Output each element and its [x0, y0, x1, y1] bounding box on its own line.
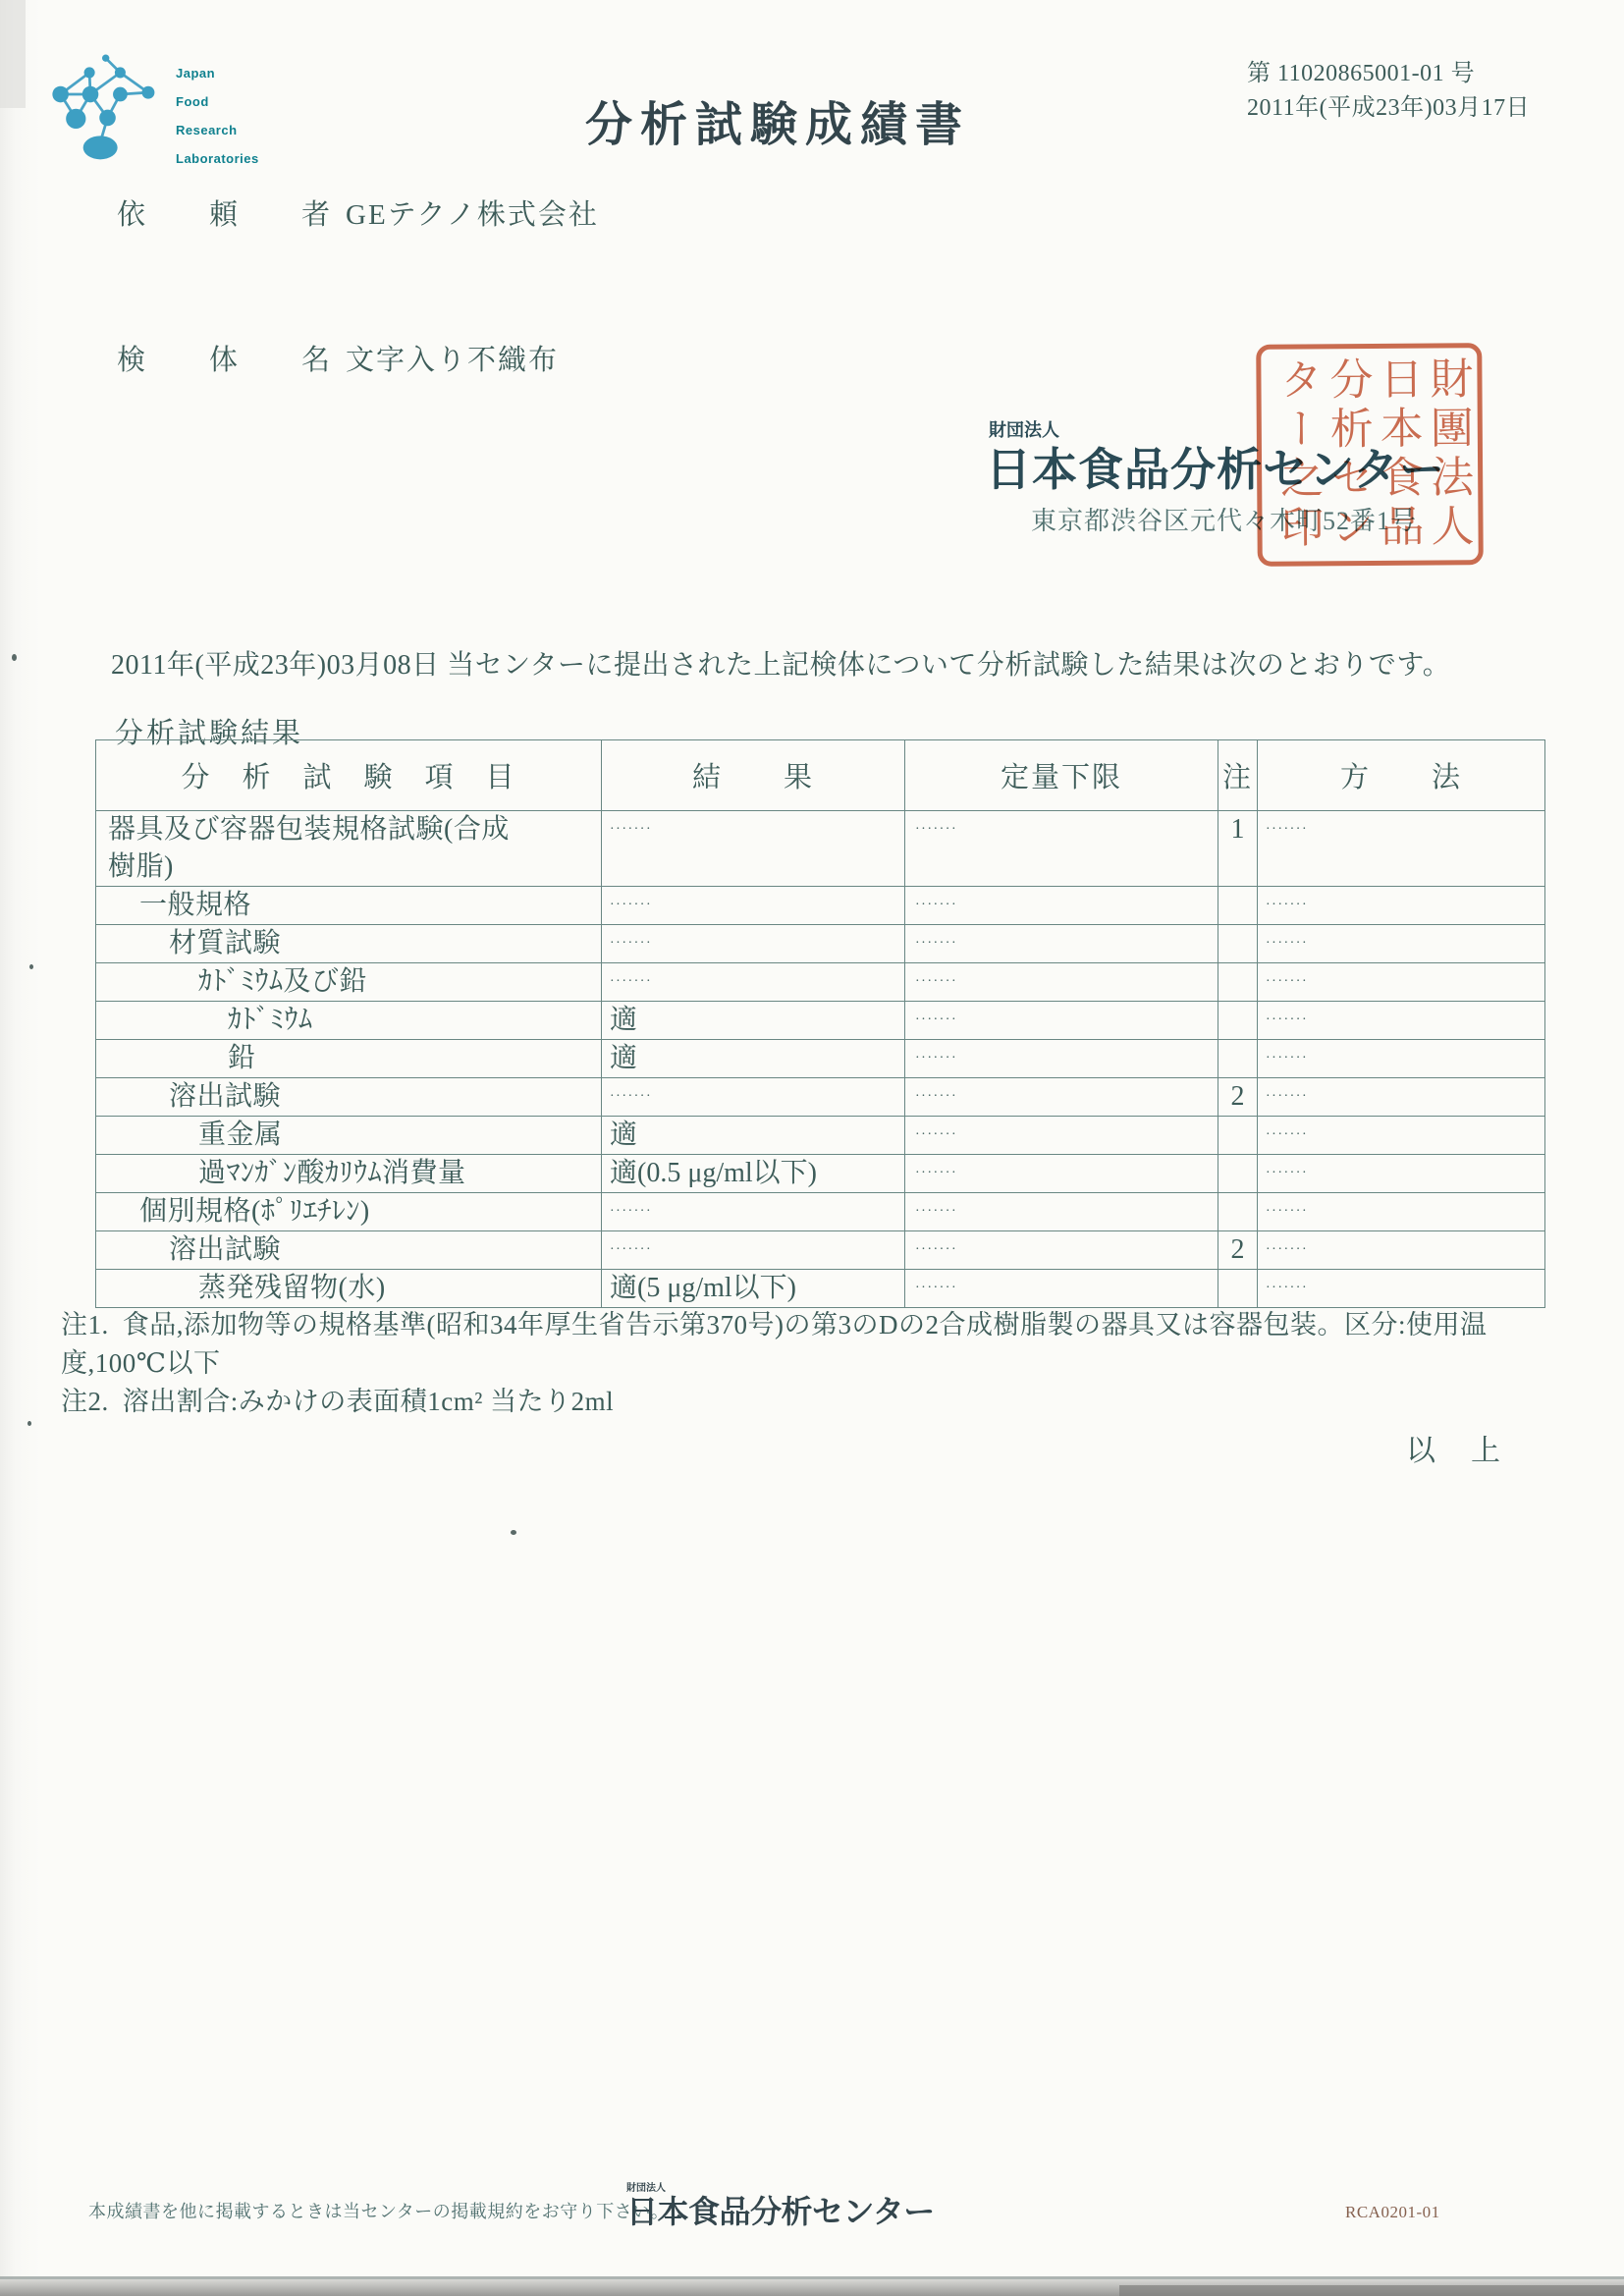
cell-result: 適: [602, 1040, 905, 1078]
footer-notice: 本成績書を他に掲載するときは当センターの掲載規約をお守り下さい。: [88, 2202, 670, 2221]
scan-corner-smudge: [0, 0, 26, 108]
scan-speck: [29, 964, 33, 969]
scan-speck: [511, 1530, 516, 1535]
footnotes: [61, 1306, 1534, 1421]
cell-test-item: 一般規格: [96, 887, 602, 925]
cell-method: ·······: [1258, 887, 1545, 925]
table-row: [96, 925, 1545, 963]
table-row: [96, 1040, 1545, 1078]
table-row: [96, 1270, 1545, 1308]
footer-org-logotype: [626, 2184, 935, 2227]
cell-limit: ·······: [905, 811, 1218, 887]
cell-limit: ·······: [905, 963, 1218, 1002]
intro-statement: 2011年(平成23年)03月08日 当センターに提出された上記検体について分析試験した結果は次のとおりです。: [111, 650, 1451, 681]
cell-method: ·······: [1258, 1270, 1545, 1308]
cell-note: 2: [1218, 1231, 1258, 1270]
footer-form-code: RCA0201-01: [1345, 2203, 1440, 2221]
cell-test-item: 蒸発残留物(水): [96, 1270, 602, 1308]
col-header-method: 方 法: [1258, 740, 1545, 811]
cell-test-item: 重金属: [96, 1117, 602, 1155]
cell-method: ·······: [1258, 1231, 1545, 1270]
cell-note: [1218, 963, 1258, 1002]
table-header-row: [96, 740, 1545, 811]
table-row: [96, 1155, 1545, 1193]
footnote-1-label: 注1.: [61, 1310, 109, 1339]
footnote-2: [61, 1383, 1534, 1421]
cell-test-item: 溶出試験: [96, 1078, 602, 1117]
cell-test-item: ｶﾄﾞﾐｳﾑ: [96, 1002, 602, 1040]
cell-result: ·······: [602, 1193, 905, 1231]
cell-limit: ·······: [905, 1155, 1218, 1193]
cell-method: ·······: [1258, 963, 1545, 1002]
cell-method: ·······: [1258, 1155, 1545, 1193]
cell-test-item: 材質試験: [96, 925, 602, 963]
cell-method: ·······: [1258, 811, 1545, 887]
cell-note: [1218, 1155, 1258, 1193]
cell-note: [1218, 1040, 1258, 1078]
col-header-quantitation-limit: 定量下限: [905, 740, 1218, 811]
cell-note: [1218, 925, 1258, 963]
cell-method: ·······: [1258, 1193, 1545, 1231]
sample-name-value: 文字入り不織布: [346, 345, 560, 376]
cell-method: ·······: [1258, 925, 1545, 963]
document-number: 第 11020865001-01 号: [1247, 61, 1476, 86]
cell-result: ·······: [602, 925, 905, 963]
table-row: [96, 887, 1545, 925]
cell-note: 1: [1218, 811, 1258, 887]
cell-limit: ·······: [905, 1078, 1218, 1117]
table-row: [96, 1078, 1545, 1117]
scan-speck: [12, 654, 17, 661]
footnote-2-text: 溶出割合:みかけの表面積1cm² 当たり2ml: [122, 1387, 615, 1416]
cell-limit: ·······: [905, 925, 1218, 963]
cell-note: [1218, 1193, 1258, 1231]
cell-result: ·······: [602, 963, 905, 1002]
cell-note: 2: [1218, 1078, 1258, 1117]
requester-label: 依 頼 者: [117, 199, 349, 231]
cell-note: [1218, 887, 1258, 925]
org-address: 東京都渋谷区元代々木町52番1号: [1031, 507, 1418, 535]
logo-word: Food: [176, 94, 209, 109]
cell-limit: ·······: [905, 1002, 1218, 1040]
cell-note: [1218, 1117, 1258, 1155]
org-name-logotype: 日本食品分析センター: [986, 444, 1446, 495]
closing-statement: 以 上: [1406, 1435, 1503, 1467]
cell-method: ·······: [1258, 1117, 1545, 1155]
logo-word: Research: [176, 123, 238, 137]
official-seal-stamp: 財團法人 日本食品 分析セン ター之印: [1256, 343, 1484, 567]
cell-test-item: 器具及び容器包装規格試験(合成樹脂): [96, 811, 602, 887]
requester-value: GEテクノ株式会社: [346, 199, 599, 231]
footer-org-legal-form: 財団法人: [626, 2183, 666, 2194]
logo-word: Japan: [176, 66, 216, 81]
cell-method: ·······: [1258, 1078, 1545, 1117]
cell-test-item: ｶﾄﾞﾐｳﾑ及び鉛: [96, 963, 602, 1002]
cell-limit: ·······: [905, 1117, 1218, 1155]
cell-limit: ·······: [905, 1193, 1218, 1231]
cell-note: [1218, 1002, 1258, 1040]
jfrl-logo-wordmark: [176, 49, 259, 173]
footnote-1: [61, 1306, 1534, 1383]
cell-limit: ·······: [905, 887, 1218, 925]
cell-method: ·······: [1258, 1002, 1545, 1040]
cell-note: [1218, 1270, 1258, 1308]
cell-limit: ·······: [905, 1040, 1218, 1078]
cell-result: 適(5 μg/ml以下): [602, 1270, 905, 1308]
cell-method: ·······: [1258, 1040, 1545, 1078]
col-header-note: 注: [1218, 740, 1258, 811]
table-row: [96, 1231, 1545, 1270]
footnote-1-text: 食品,添加物等の規格基準(昭和34年厚生省告示第370号)の第3のDの2合成樹脂製の器具又は容器包装。区分:使用温度,100℃以下: [61, 1310, 1488, 1378]
logo-word: Laboratories: [176, 151, 259, 166]
jfrl-logo: [44, 49, 259, 173]
cell-result: ·······: [602, 1231, 905, 1270]
sample-name-label: 検 体 名: [117, 345, 349, 376]
col-header-test-item: 分 析 試 験 項 目: [96, 740, 602, 811]
cell-test-item: 溶出試験: [96, 1231, 602, 1270]
cell-limit: ·······: [905, 1270, 1218, 1308]
jfrl-molecule-icon: [44, 49, 160, 163]
cell-result: ·······: [602, 1078, 905, 1117]
cell-result: ·······: [602, 887, 905, 925]
results-table: [95, 739, 1545, 1308]
document-title: 分析試験成績書: [585, 99, 971, 151]
cell-result: 適: [602, 1002, 905, 1040]
cell-test-item: 過ﾏﾝｶﾞﾝ酸ｶﾘｳﾑ消費量: [96, 1155, 602, 1193]
col-header-result: 結 果: [602, 740, 905, 811]
footnote-2-label: 注2.: [61, 1387, 109, 1416]
document-date: 2011年(平成23年)03月17日: [1247, 95, 1531, 121]
table-row: [96, 811, 1545, 887]
cell-test-item: 個別規格(ﾎﾟﾘｴﾁﾚﾝ): [96, 1193, 602, 1231]
cell-result: ·······: [602, 811, 905, 887]
table-row: [96, 1002, 1545, 1040]
document-meta: [1247, 57, 1530, 126]
cell-limit: ·······: [905, 1231, 1218, 1270]
cell-test-item: 鉛: [96, 1040, 602, 1078]
table-row: [96, 1193, 1545, 1231]
table-row: [96, 1117, 1545, 1155]
table-row: [96, 963, 1545, 1002]
scan-bottom-edge-shadow: [1119, 2285, 1624, 2296]
scan-speck: [27, 1421, 31, 1426]
org-legal-form: 財団法人: [989, 420, 1059, 440]
results-section-title: 分析試験結果: [115, 718, 304, 749]
cell-result: 適(0.5 μg/ml以下): [602, 1155, 905, 1193]
cell-result: 適: [602, 1117, 905, 1155]
footer-org-name: 日本食品分析センター: [626, 2194, 935, 2229]
